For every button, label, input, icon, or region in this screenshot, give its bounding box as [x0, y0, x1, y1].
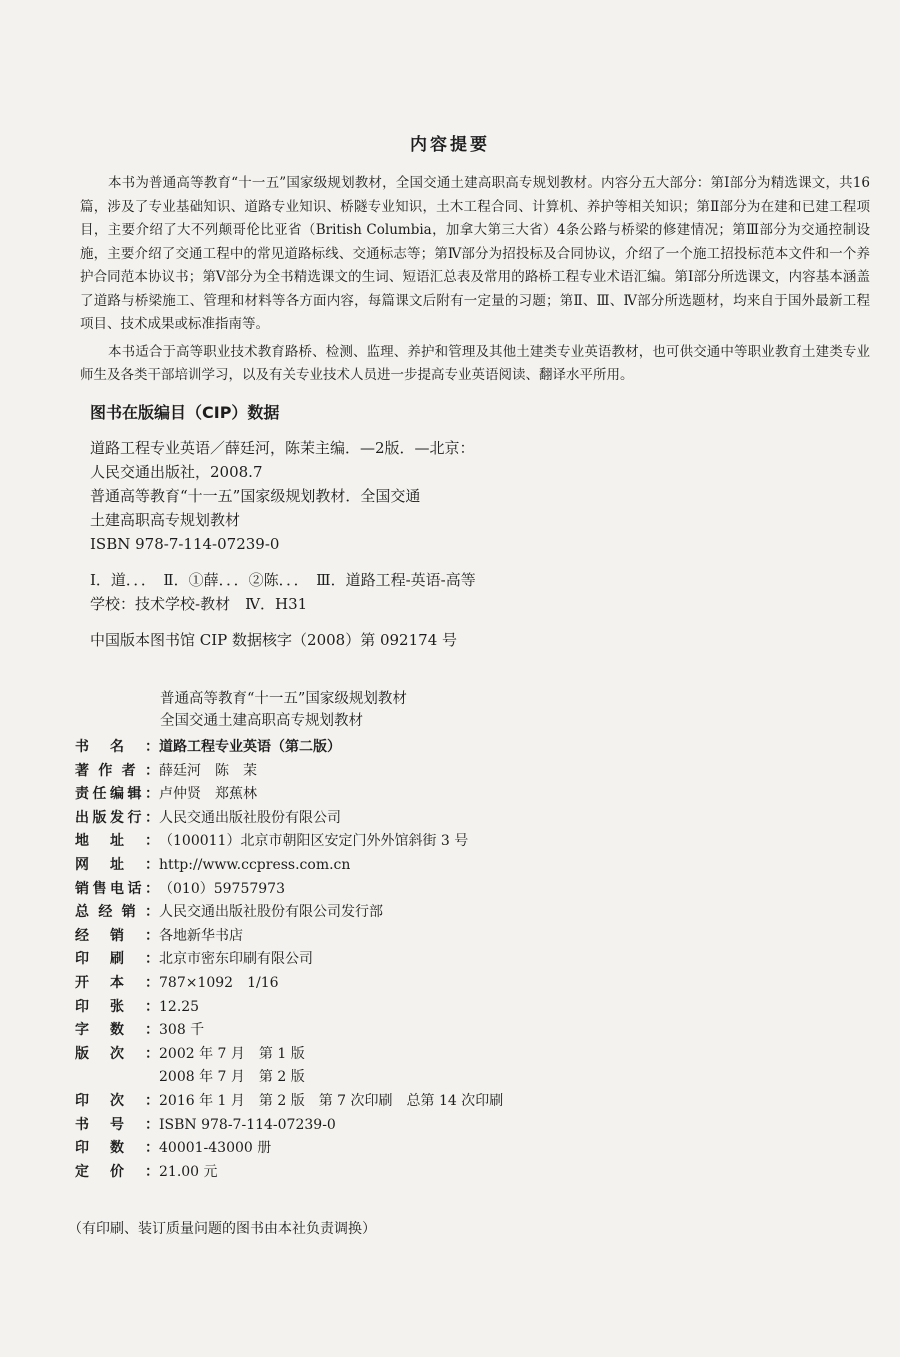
info-row-isbn: 书号： ISBN 978-7-114-07239-0	[75, 1116, 336, 1133]
info-row-publisher: 出版发行： 人民交通出版社股份有限公司	[75, 809, 341, 826]
summary-heading: 内容提要	[410, 135, 490, 155]
info-row-edition-2: 2008 年 7 月 第 2 版	[159, 1069, 305, 1086]
cip-record-number: 中国版本图书馆 CIP 数据核字（2008）第 092174 号	[90, 631, 458, 649]
info-row-retailer: 经销： 各地新华书店	[75, 927, 243, 944]
quality-note: （有印刷、装订质量问题的图书由本社负责调换）	[68, 1221, 376, 1237]
info-row-phone: 销售电话： （010）59757973	[75, 880, 285, 897]
info-row-price: 定价： 21.00 元	[75, 1163, 218, 1180]
cip-line: 土建高职高专规划教材	[90, 511, 241, 529]
cip-classification: Ⅰ．道．．． Ⅱ．①薛．．．②陈．．． Ⅲ．道路工程-英语-高等	[90, 571, 476, 589]
info-row-editors: 责任编辑： 卢仲贤 郑蕉林	[75, 786, 257, 803]
series-line: 全国交通土建高职高专规划教材	[160, 713, 363, 729]
info-row-wordcount: 字数： 308 千	[75, 1022, 205, 1039]
cip-block	[90, 436, 610, 652]
info-row-title: 书名： 道路工程专业英语（第二版）	[75, 739, 341, 755]
summary-paragraph-2: 本书适合于高等职业技术教育路桥、检测、监理、养护和管理及其他土建类专业英语教材，也可供交通中等职业教育土建类专业师生及各类干部培训学习，以及有关专业技术人员进一步提高专业英语阅读、翻译水平所用。	[80, 343, 870, 383]
info-row-printing: 印次： 2016 年 1 月 第 2 版 第 7 次印刷 总第 14 次印刷	[75, 1092, 504, 1109]
cip-isbn: ISBN 978-7-114-07239-0	[90, 535, 280, 553]
info-row-print-run: 印数： 40001-43000 册	[75, 1140, 272, 1157]
info-row-distributor: 总经销： 人民交通出版社股份有限公司发行部	[75, 904, 383, 921]
info-row-website: 网址： http://www.ccpress.com.cn	[75, 856, 351, 873]
info-row-printer: 印刷： 北京市密东印刷有限公司	[75, 951, 313, 968]
summary-body	[80, 172, 870, 392]
info-row-edition: 版次： 2002 年 7 月 第 1 版	[75, 1045, 305, 1062]
summary-paragraph-1: 本书为普通高等教育“十一五”国家级规划教材，全国交通土建高职高专规划教材。内容分五大部分：第Ⅰ部分为精选课文，共16篇，涉及了专业基础知识、道路专业知识、桥隧专业知识，土木工程合同、计算机、养护等相关知识；第Ⅱ部分为在建和已建工程项目，主要介绍了大不列颠哥伦比亚省（British Columbia，加拿大第三大省）4条公路与桥梁的修建情况；第Ⅲ部分为交通控制设施，主要介绍了交通工程中的常见道路标线、交通标志等；第Ⅳ部分为招投标及合同协议，介绍了一个施工招投标范本文件和一个养护合同范本协议书；第Ⅴ部分为全书精选课文的生词、短语汇总表及常用的路桥工程专业术语汇编。第Ⅰ部分所选课文，内容基本涵盖了道路与桥梁施工、管理和材料等各方面内容，每篇课文后附有一定量的习题；第Ⅱ、Ⅲ、Ⅳ部分所选题材，均来自于国外最新工程项目、技术成果或标准指南等。	[80, 175, 870, 332]
publication-info	[75, 736, 503, 1184]
info-row-authors: 著作者： 薛廷河 陈 茉	[75, 762, 257, 779]
cip-line: 道路工程专业英语／薛廷河，陈茉主编．—2版．—北京：	[90, 439, 475, 457]
cip-classification: 学校：技术学校-教材 Ⅳ．H31	[90, 595, 308, 613]
info-row-sheets: 印张： 12.25	[75, 998, 200, 1015]
series-names	[160, 688, 407, 732]
cip-title: 图书在版编目（CIP）数据	[90, 403, 280, 422]
cip-line: 普通高等教育“十一五”国家级规划教材．全国交通	[90, 487, 421, 505]
info-row-address: 地址： （100011）北京市朝阳区安定门外外馆斜街 3 号	[75, 833, 469, 850]
series-line: 普通高等教育“十一五”国家级规划教材	[160, 691, 407, 707]
info-row-format: 开本： 787×1092 1/16	[75, 974, 279, 991]
cip-line: 人民交通出版社，2008.7	[90, 463, 263, 481]
